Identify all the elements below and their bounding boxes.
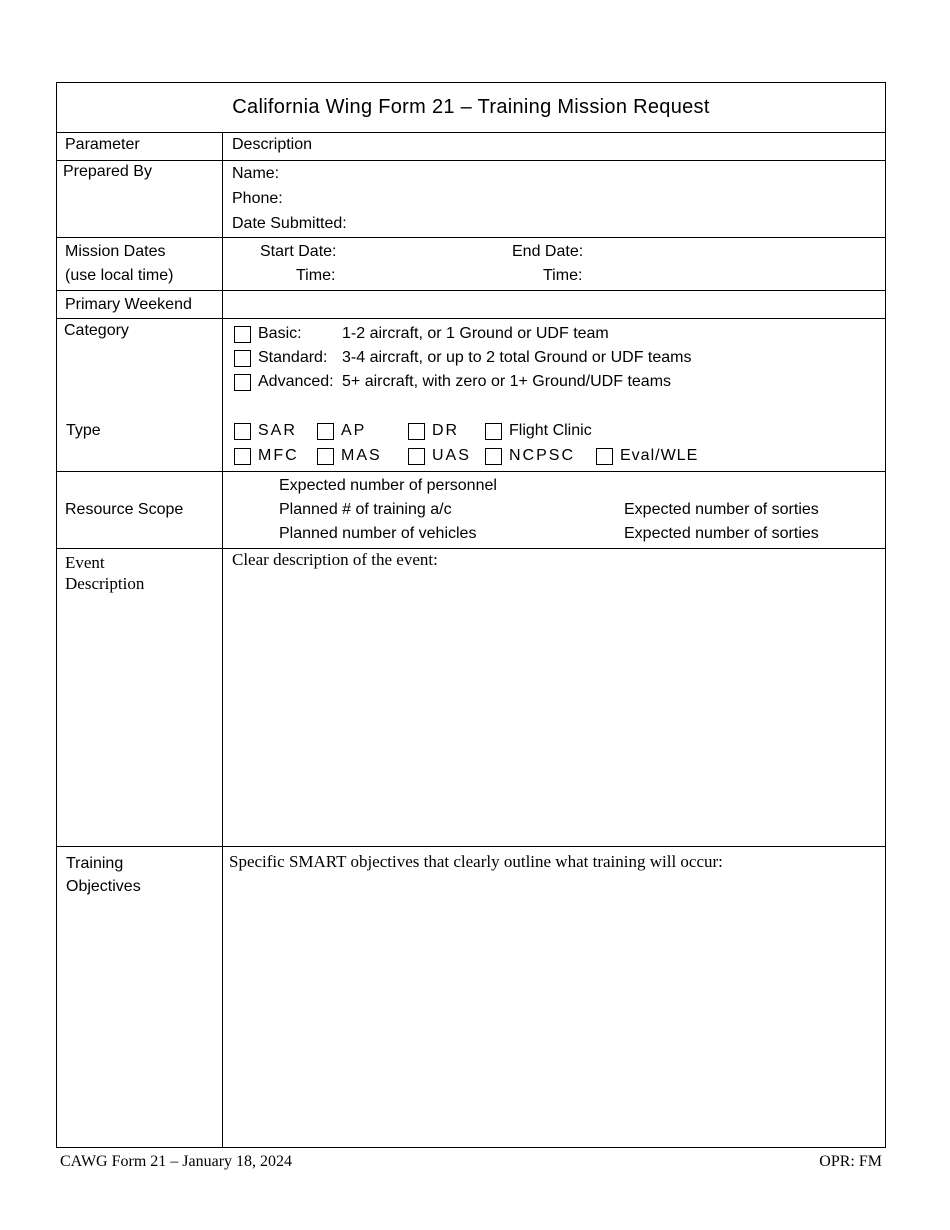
start-time-field[interactable]: Time: <box>296 267 336 284</box>
name-field[interactable]: Name: <box>232 165 280 182</box>
primary-weekend-row <box>57 291 885 319</box>
type-label: Type <box>66 422 101 439</box>
type-sar-label: SAR <box>258 422 297 439</box>
type-flight-clinic-checkbox[interactable] <box>485 423 502 440</box>
type-mas-checkbox[interactable] <box>317 448 334 465</box>
training-objectives-sublabel: Objectives <box>66 878 141 895</box>
mission-dates-row <box>57 238 885 291</box>
primary-weekend-label: Primary Weekend <box>65 296 192 313</box>
end-date-field[interactable]: End Date: <box>512 243 584 260</box>
footer-opr: OPR: FM <box>819 1153 882 1170</box>
header-description-cell <box>223 132 885 160</box>
type-mas-label: MAS <box>341 447 382 464</box>
aircraft-sorties-field[interactable]: Expected number of sorties <box>624 501 819 518</box>
expected-personnel-field[interactable]: Expected number of personnel <box>279 477 497 494</box>
category-basic-checkbox[interactable] <box>234 326 251 343</box>
type-ap-label: AP <box>341 422 367 439</box>
resource-scope-row <box>57 472 885 549</box>
type-ap-checkbox[interactable] <box>317 423 334 440</box>
event-description-prompt: Clear description of the event: <box>232 550 438 569</box>
training-objectives-field[interactable] <box>223 847 885 1147</box>
header-parameter: Parameter <box>65 136 140 153</box>
phone-field[interactable]: Phone: <box>232 190 283 207</box>
type-flight-clinic-label: Flight Clinic <box>509 422 592 439</box>
category-label: Category <box>64 322 129 339</box>
header-parameter-cell <box>57 132 223 160</box>
vehicle-sorties-field[interactable]: Expected number of sorties <box>624 525 819 542</box>
resource-scope-label: Resource Scope <box>65 501 184 518</box>
category-basic-name: Basic: <box>258 325 302 342</box>
training-objectives-label: Training <box>66 855 124 872</box>
event-description-row <box>57 549 885 847</box>
category-standard-desc: 3-4 aircraft, or up to 2 total Ground or UDF teams <box>342 349 692 366</box>
training-mission-request-form <box>56 82 886 1148</box>
category-advanced-checkbox[interactable] <box>234 374 251 391</box>
type-dr-checkbox[interactable] <box>408 423 425 440</box>
type-dr-label: DR <box>432 422 460 439</box>
planned-aircraft-field[interactable]: Planned # of training a/c <box>279 501 452 518</box>
planned-vehicles-field[interactable]: Planned number of vehicles <box>279 525 477 542</box>
header-description: Description <box>232 136 313 153</box>
event-description-label: Event <box>65 553 105 572</box>
form-title: California Wing Form 21 – Training Mission Request <box>57 83 885 133</box>
header-row <box>57 132 885 161</box>
primary-weekend-field[interactable] <box>223 291 885 318</box>
date-submitted-field[interactable]: Date Submitted: <box>232 215 347 232</box>
type-eval-wle-label: Eval/WLE <box>620 447 699 464</box>
prepared-by-label: Prepared By <box>63 163 152 180</box>
training-objectives-row <box>57 847 885 1147</box>
footer-form-id: CAWG Form 21 – January 18, 2024 <box>60 1153 293 1170</box>
category-standard-name: Standard: <box>258 349 328 366</box>
category-advanced-name: Advanced: <box>258 373 334 390</box>
type-eval-wle-checkbox[interactable] <box>596 448 613 465</box>
mission-dates-label: Mission Dates <box>65 243 166 260</box>
end-time-field[interactable]: Time: <box>543 267 583 284</box>
type-sar-checkbox[interactable] <box>234 423 251 440</box>
mission-dates-sublabel: (use local time) <box>65 267 174 284</box>
category-advanced-desc: 5+ aircraft, with zero or 1+ Ground/UDF teams <box>342 373 672 390</box>
prepared-by-row <box>57 161 885 238</box>
type-ncpsc-checkbox[interactable] <box>485 448 502 465</box>
type-uas-label: UAS <box>432 447 471 464</box>
type-uas-checkbox[interactable] <box>408 448 425 465</box>
start-date-field[interactable]: Start Date: <box>260 243 337 260</box>
category-type-row <box>57 319 885 472</box>
type-ncpsc-label: NCPSC <box>509 447 576 464</box>
category-basic-desc: 1-2 aircraft, or 1 Ground or UDF team <box>342 325 609 342</box>
category-standard-checkbox[interactable] <box>234 350 251 367</box>
type-mfc-label: MFC <box>258 447 299 464</box>
event-description-field[interactable] <box>223 549 885 846</box>
type-mfc-checkbox[interactable] <box>234 448 251 465</box>
training-objectives-prompt: Specific SMART objectives that clearly outline what training will occur: <box>229 852 723 871</box>
event-description-sublabel: Description <box>65 574 145 593</box>
